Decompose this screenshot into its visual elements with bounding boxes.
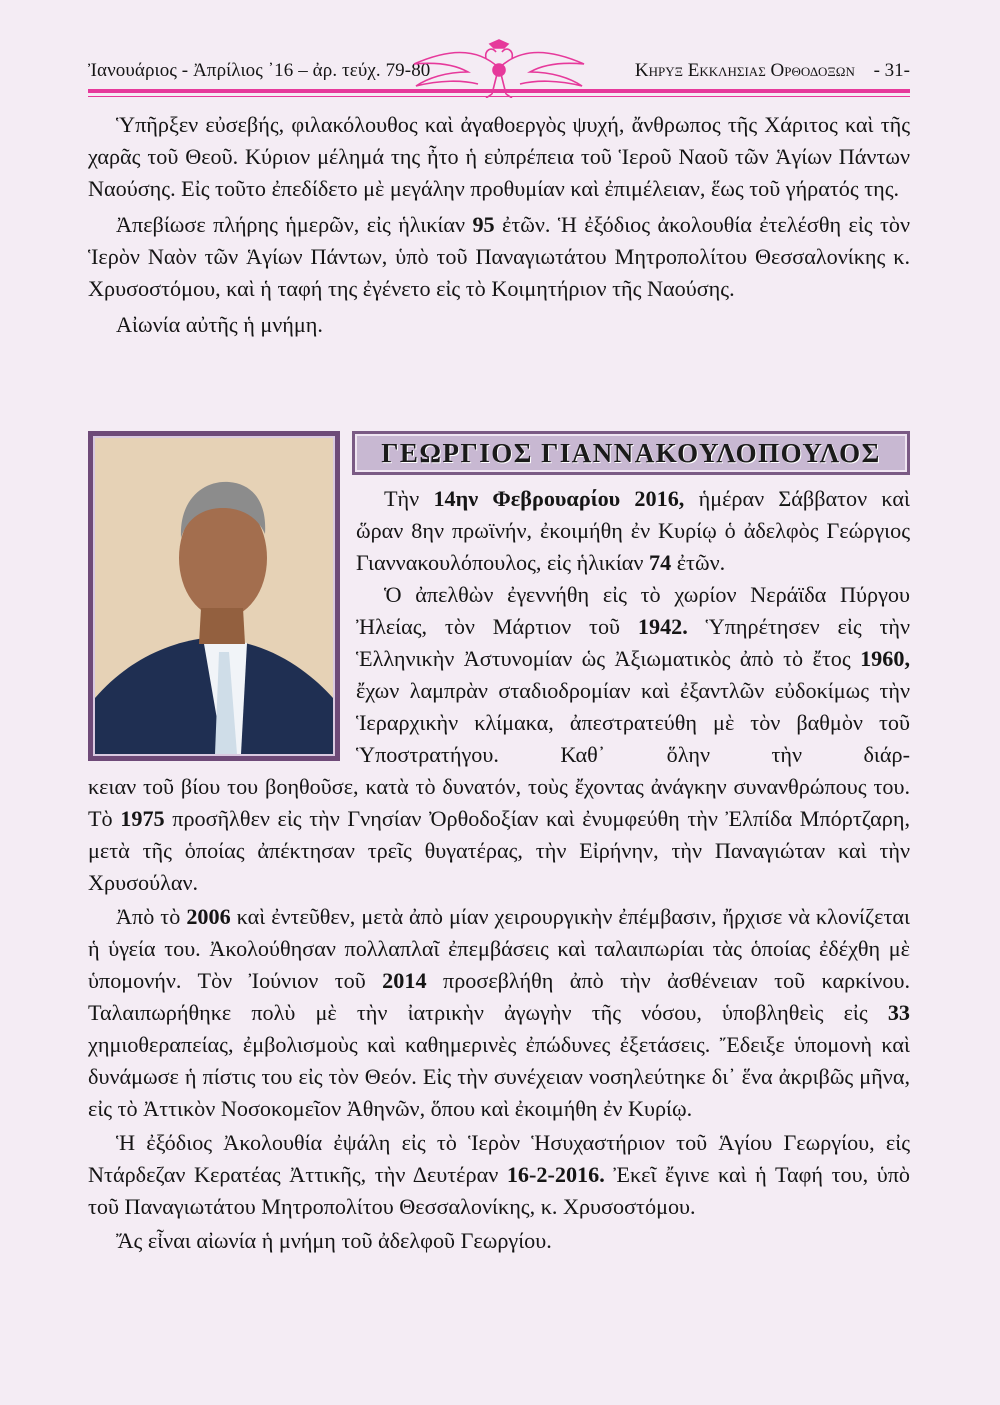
paragraph: κειαν τοῦ βίου του βοηθοῦσε, κατὰ τὸ δυνατόν, τοὺς ἔχοντας ἀνάγκην συνανθρώπους του. Τὸ 1975 προσῆλθεν εἰς τὴν Γνησίαν Ὀρθοδοξίαν καὶ ἐνυμφεύθη τὴν Ἐλπίδα Μπόρτζαρη, μετὰ τῆς ὁποίας ἀπέκτησαν τρεῖς θυγατέρας, τὴν Εἰρήνην, τὴν Παναγιώταν καὶ τὴν Χρυσούλαν. <box>88 774 910 895</box>
obituary-body <box>88 771 910 1257</box>
page-number: - 31- <box>873 60 910 81</box>
header-rule-thin <box>88 96 910 97</box>
paragraph: Αἰωνία αὐτῆς ἡ μνήμη. <box>116 312 323 337</box>
name-heading: ΓΕΩΡΓΙΟΣ ΓΙΑΝΝΑΚΟΥΛΟΠΟΥΛΟΣ <box>381 437 881 468</box>
man-portrait-icon <box>95 438 333 754</box>
portrait-photo <box>88 431 340 761</box>
obituary-side-text <box>356 483 910 771</box>
paragraph: Ὑπῆρξεν εὐσεβής, φιλακόλουθος καὶ ἀγαθοεργὸς ψυχή, ἄνθρωπος τῆς Χάριτος καὶ τῆς χαρᾶς τοῦ Θεοῦ. Κύριον μέλημά της ἦτο ἡ εὐπρέπεια τοῦ Ἱεροῦ Ναοῦ τῶν Ἁγίων Πάντων Ναούσης. Εἰς τοῦτο ἐπεδίδετο μὲ μεγάλην προθυμίαν καὶ ἐπιμέλειαν, ἕως τοῦ γήρατός της. <box>88 112 910 201</box>
paragraph: Ἡ ἐξόδιος Ἀκολουθία ἐψάλη εἰς τὸ Ἱερὸν Ἡσυχαστήριον τοῦ Ἁγίου Γεωργίου, εἰς Ντάρδεζαν Κερατέας Ἀττικῆς, τὴν Δευτέραν 16-2-2016. Ἐκεῖ ἔγινε καὶ ἡ Ταφή του, ὑπὸ τοῦ Παναγιωτάτου Μητροπολίτου Θεσσαλονίκης, κ. Χρυσοστόμου. <box>88 1130 910 1219</box>
paragraph: Τὴν 14ην Φεβρουαρίου 2016, ἡμέραν Σάββατον καὶ ὥραν 8ην πρωϊνήν, ἐκοιμήθη ἐν Κυρίῳ ὁ ἀδελφὸς Γεώργιος Γιαννακουλόπουλος, εἰς ἡλικίαν 74 ἐτῶν. <box>356 486 910 575</box>
obituary-continuation <box>88 109 910 341</box>
obituary-title <box>352 431 910 475</box>
journal-title-page <box>635 60 910 82</box>
journal-title: Κηρυξ Εκκλησιας Ορθοδοξων <box>634 60 855 81</box>
paragraph: Ἄς εἶναι αἰωνία ἡ μνήμη τοῦ ἀδελφοῦ Γεωργίου. <box>116 1228 552 1253</box>
issue-info: Ἰανουάριος - Ἀπρίλιος ᾽16 – ἀρ. τεύχ. 79-80 <box>88 60 431 81</box>
paragraph: Ἀπεβίωσε πλήρης ἡμερῶν, εἰς ἡλικίαν 95 ἐτῶν. Ἡ ἐξόδιος ἀκολουθία ἐτελέσθη εἰς τὸν Ἱερὸν Ναὸν τῶν Ἁγίων Πάντων, ὑπὸ τοῦ Παναγιωτάτου Μητροπολίτου Θεσσαλονίκης κ. Χρυσοστόμου, καὶ ἡ ταφή της ἐγένετο εἰς τὸ Κοιμητήριον τῆς Ναούσης. <box>88 212 910 301</box>
paragraph: Ἀπὸ τὸ 2006 καὶ ἐντεῦθεν, μετὰ ἀπὸ μίαν χειρουργικὴν ἐπέμβασιν, ἤρχισε νὰ κλονίζεται ἡ ὑγεία του. Ἀκολούθησαν πολλαπλαῖ ἐπεμβάσεις καὶ ταλαιπωρίαι τὰς ὁποίας ἐδέχθη μὲ ὑπομονήν. Τὸν Ἰούνιον τοῦ 2014 προσεβλήθη ἀπὸ τὴν ἀσθένειαν τοῦ καρκίνου. Ταλαιπωρήθηκε πολὺ μὲ τὴν ἰατρικὴν ἀγωγὴν τῆς νόσου, ὑποβληθεὶς εἰς 33 χημιοθεραπείας, ἐμβολισμοὺς καὶ καθημερινὲς ἐπώδυνες ἐξετάσεις. Ἔδειξε ὑπομονὴ καὶ δυνάμωσε ἡ πίστις του εἰς τὸν Θεόν. Εἰς τὴν συνέχειαν νοσηλεύτηκε δι᾽ ἕνα ἀκριβῶς μῆνα, εἰς τὸ Ἀττικὸν Νοσοκομεῖον Ἀθηνῶν, ὅπου καὶ ἐκοιμήθη ἐν Κυρίῳ. <box>88 904 910 1121</box>
paragraph: Ὁ ἀπελθὼν ἐγεννήθη εἰς τὸ χωρίον Νεράϊδα Πύργου Ἠλείας, τὸν Μάρτιον τοῦ 1942. Ὑπηρέτησεν εἰς τὴν Ἑλληνικὴν Ἀστυνομίαν ὡς Ἀξιωματικὸς ἀπὸ τὸ ἔτος 1960, ἔχων λαμπρὰν σταδιοδρομίαν καὶ ἐξαντλῶν εὐδοκίμως τὴν Ἱεραρχικὴν κλίμακα, ἀπεστρατεύθη μὲ τὸν βαθμὸν τοῦ Ὑποστρατήγου. Καθ᾽ ὅλην τὴν διάρ- <box>356 582 911 767</box>
header-rule <box>88 89 910 93</box>
